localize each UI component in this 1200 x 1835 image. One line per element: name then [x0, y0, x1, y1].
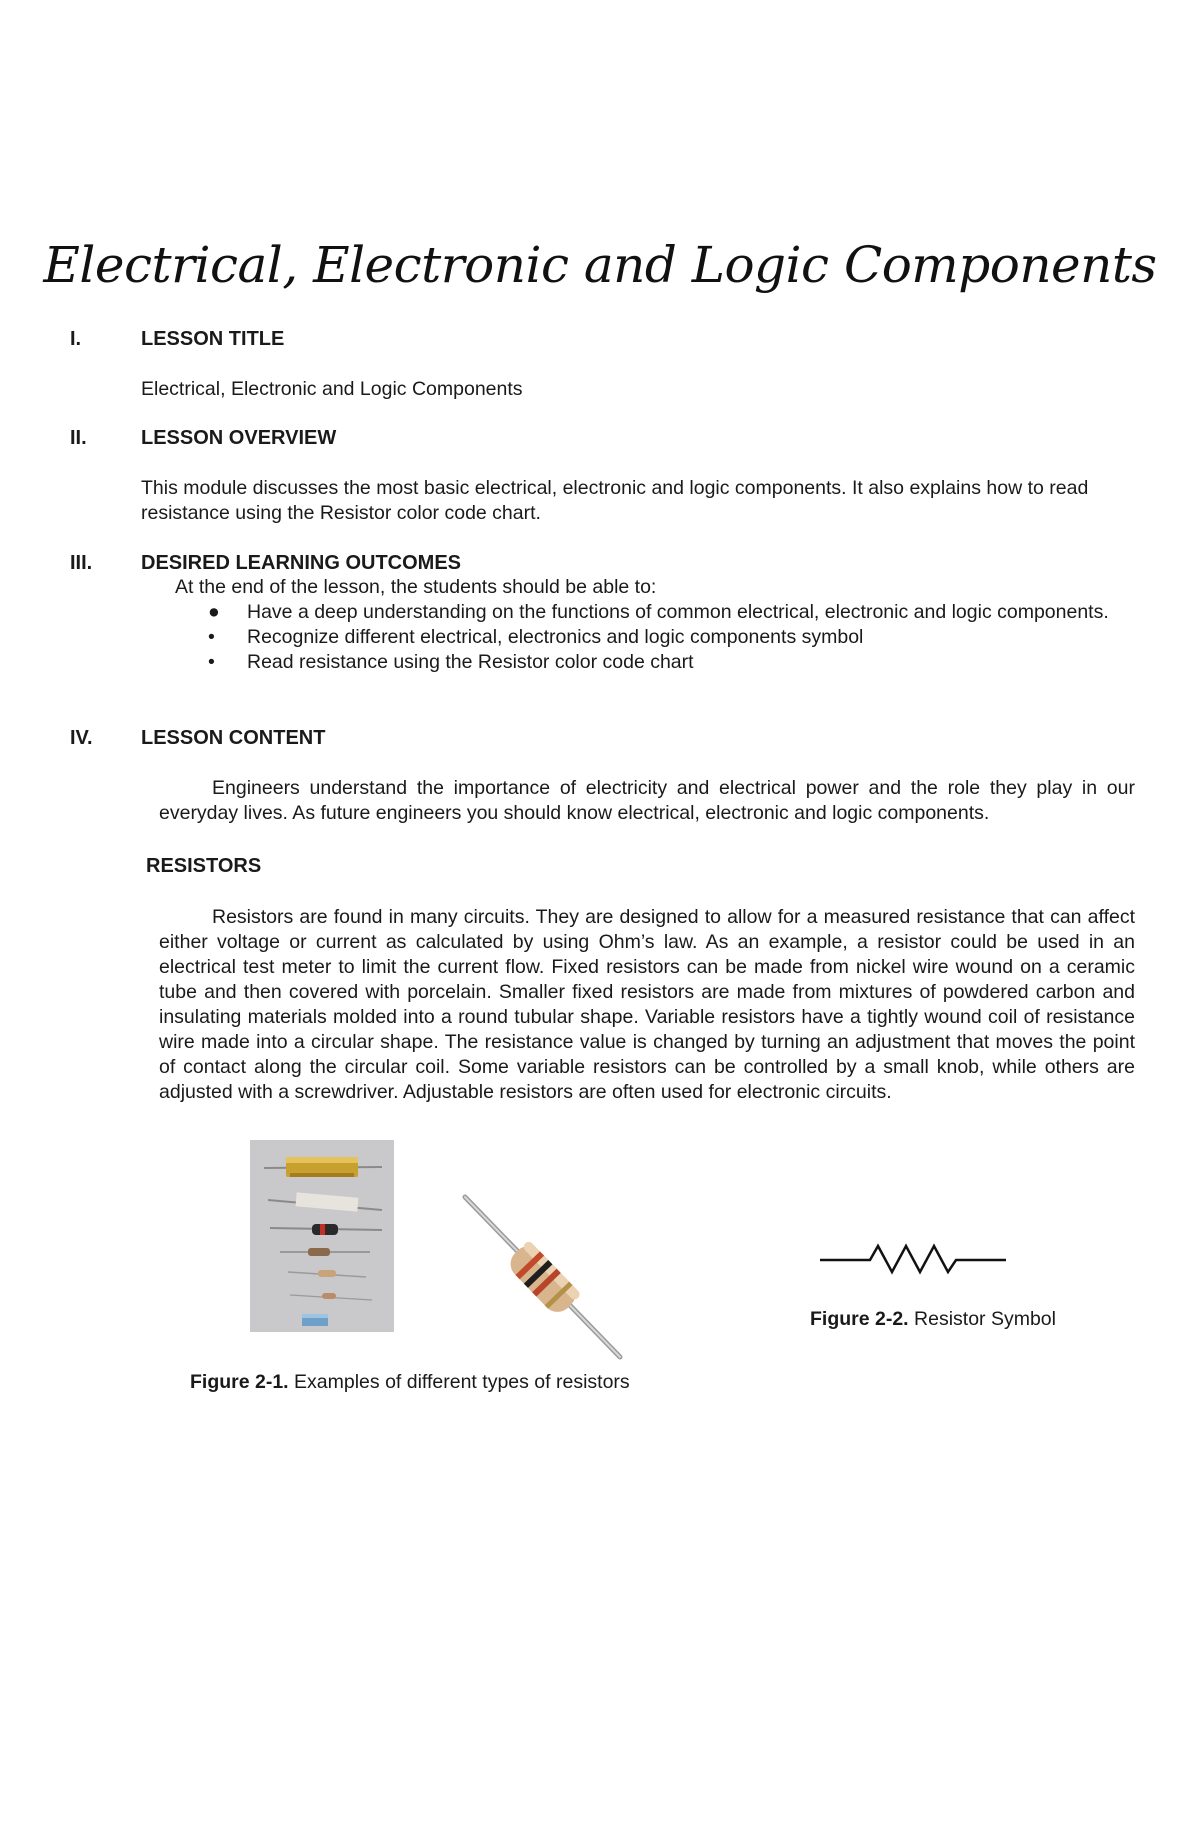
- bullet-icon: •: [208, 626, 215, 648]
- section-2-number: II.: [70, 427, 87, 449]
- section-3-intro: At the end of the lesson, the students should be able to:: [175, 576, 657, 598]
- resistor-symbol-icon: [820, 1240, 1006, 1276]
- learning-outcomes-list: [208, 600, 1130, 675]
- section-4-heading: LESSON CONTENT: [141, 727, 326, 749]
- bullet-icon: ●: [208, 601, 220, 623]
- resistor-types-photo: [250, 1140, 394, 1332]
- resistor-types-image: [250, 1140, 394, 1332]
- list-item: • Recognize different electrical, electronics and logic components symbol: [208, 626, 864, 648]
- resistor-symbol: [820, 1240, 1006, 1276]
- bullet-icon: •: [208, 651, 215, 673]
- section-1-text: Electrical, Electronic and Logic Components: [141, 378, 523, 400]
- figure-2-2-caption: [810, 1308, 1056, 1331]
- section-4-number: IV.: [70, 727, 93, 749]
- carbon-resistor-photo: [455, 1192, 630, 1362]
- section-1-number: I.: [70, 328, 82, 350]
- section-2-text: This module discusses the most basic electrical, electronic and logic components. It also explains how to read resistance using the Resistor color code chart.: [141, 477, 1089, 524]
- list-item: • Read resistance using the Resistor color code chart: [208, 651, 694, 673]
- document-title: Electrical, Electronic and Logic Components: [43, 236, 1157, 294]
- section-3-heading: DESIRED LEARNING OUTCOMES: [141, 552, 462, 574]
- section-3-number: III.: [70, 552, 93, 574]
- figure-2-2-label: Figure 2-2.: [810, 1308, 909, 1330]
- carbon-resistor-image: [455, 1192, 630, 1362]
- figure-2-1-text: Examples of different types of resistors: [294, 1371, 630, 1393]
- figure-2-2-text: Resistor Symbol: [914, 1308, 1056, 1330]
- section-2-heading: LESSON OVERVIEW: [141, 427, 337, 449]
- list-item: ● Have a deep understanding on the functions of common electrical, electronic and logic components.: [208, 601, 1109, 623]
- resistors-heading: RESISTORS: [146, 855, 262, 877]
- section-1-heading: LESSON TITLE: [141, 328, 285, 350]
- figure-2-1-caption: [190, 1371, 630, 1394]
- figure-2-1-label: Figure 2-1.: [190, 1371, 289, 1393]
- section-4-text: Engineers understand the importance of electricity and electrical power and the role they play in our everyday lives. As future engineers you should know electrical, electronic and logic components.: [159, 777, 1135, 824]
- resistors-text: Resistors are found in many circuits. They are designed to allow for a measured resistance that can affect either voltage or current as calculated by using Ohm’s law. As an example, a resistor could be used in an electrical test meter to limit the current flow. Fixed resistors can be made from nickel wire wound on a ceramic tube and then covered with porcelain. Smaller fixed resistors are made from mixtures of powdered carbon and insulating materials molded into a round tubular shape. Variable resistors have a tightly wound coil of resistance wire made into a circular shape. The resistance value is changed by turning an adjustment that moves the point of contact along the circular coil. Some variable resistors can be controlled by a small knob, while others are adjusted with a screwdriver. Adjustable resistors are often used for electronic circuits.: [159, 906, 1135, 1103]
